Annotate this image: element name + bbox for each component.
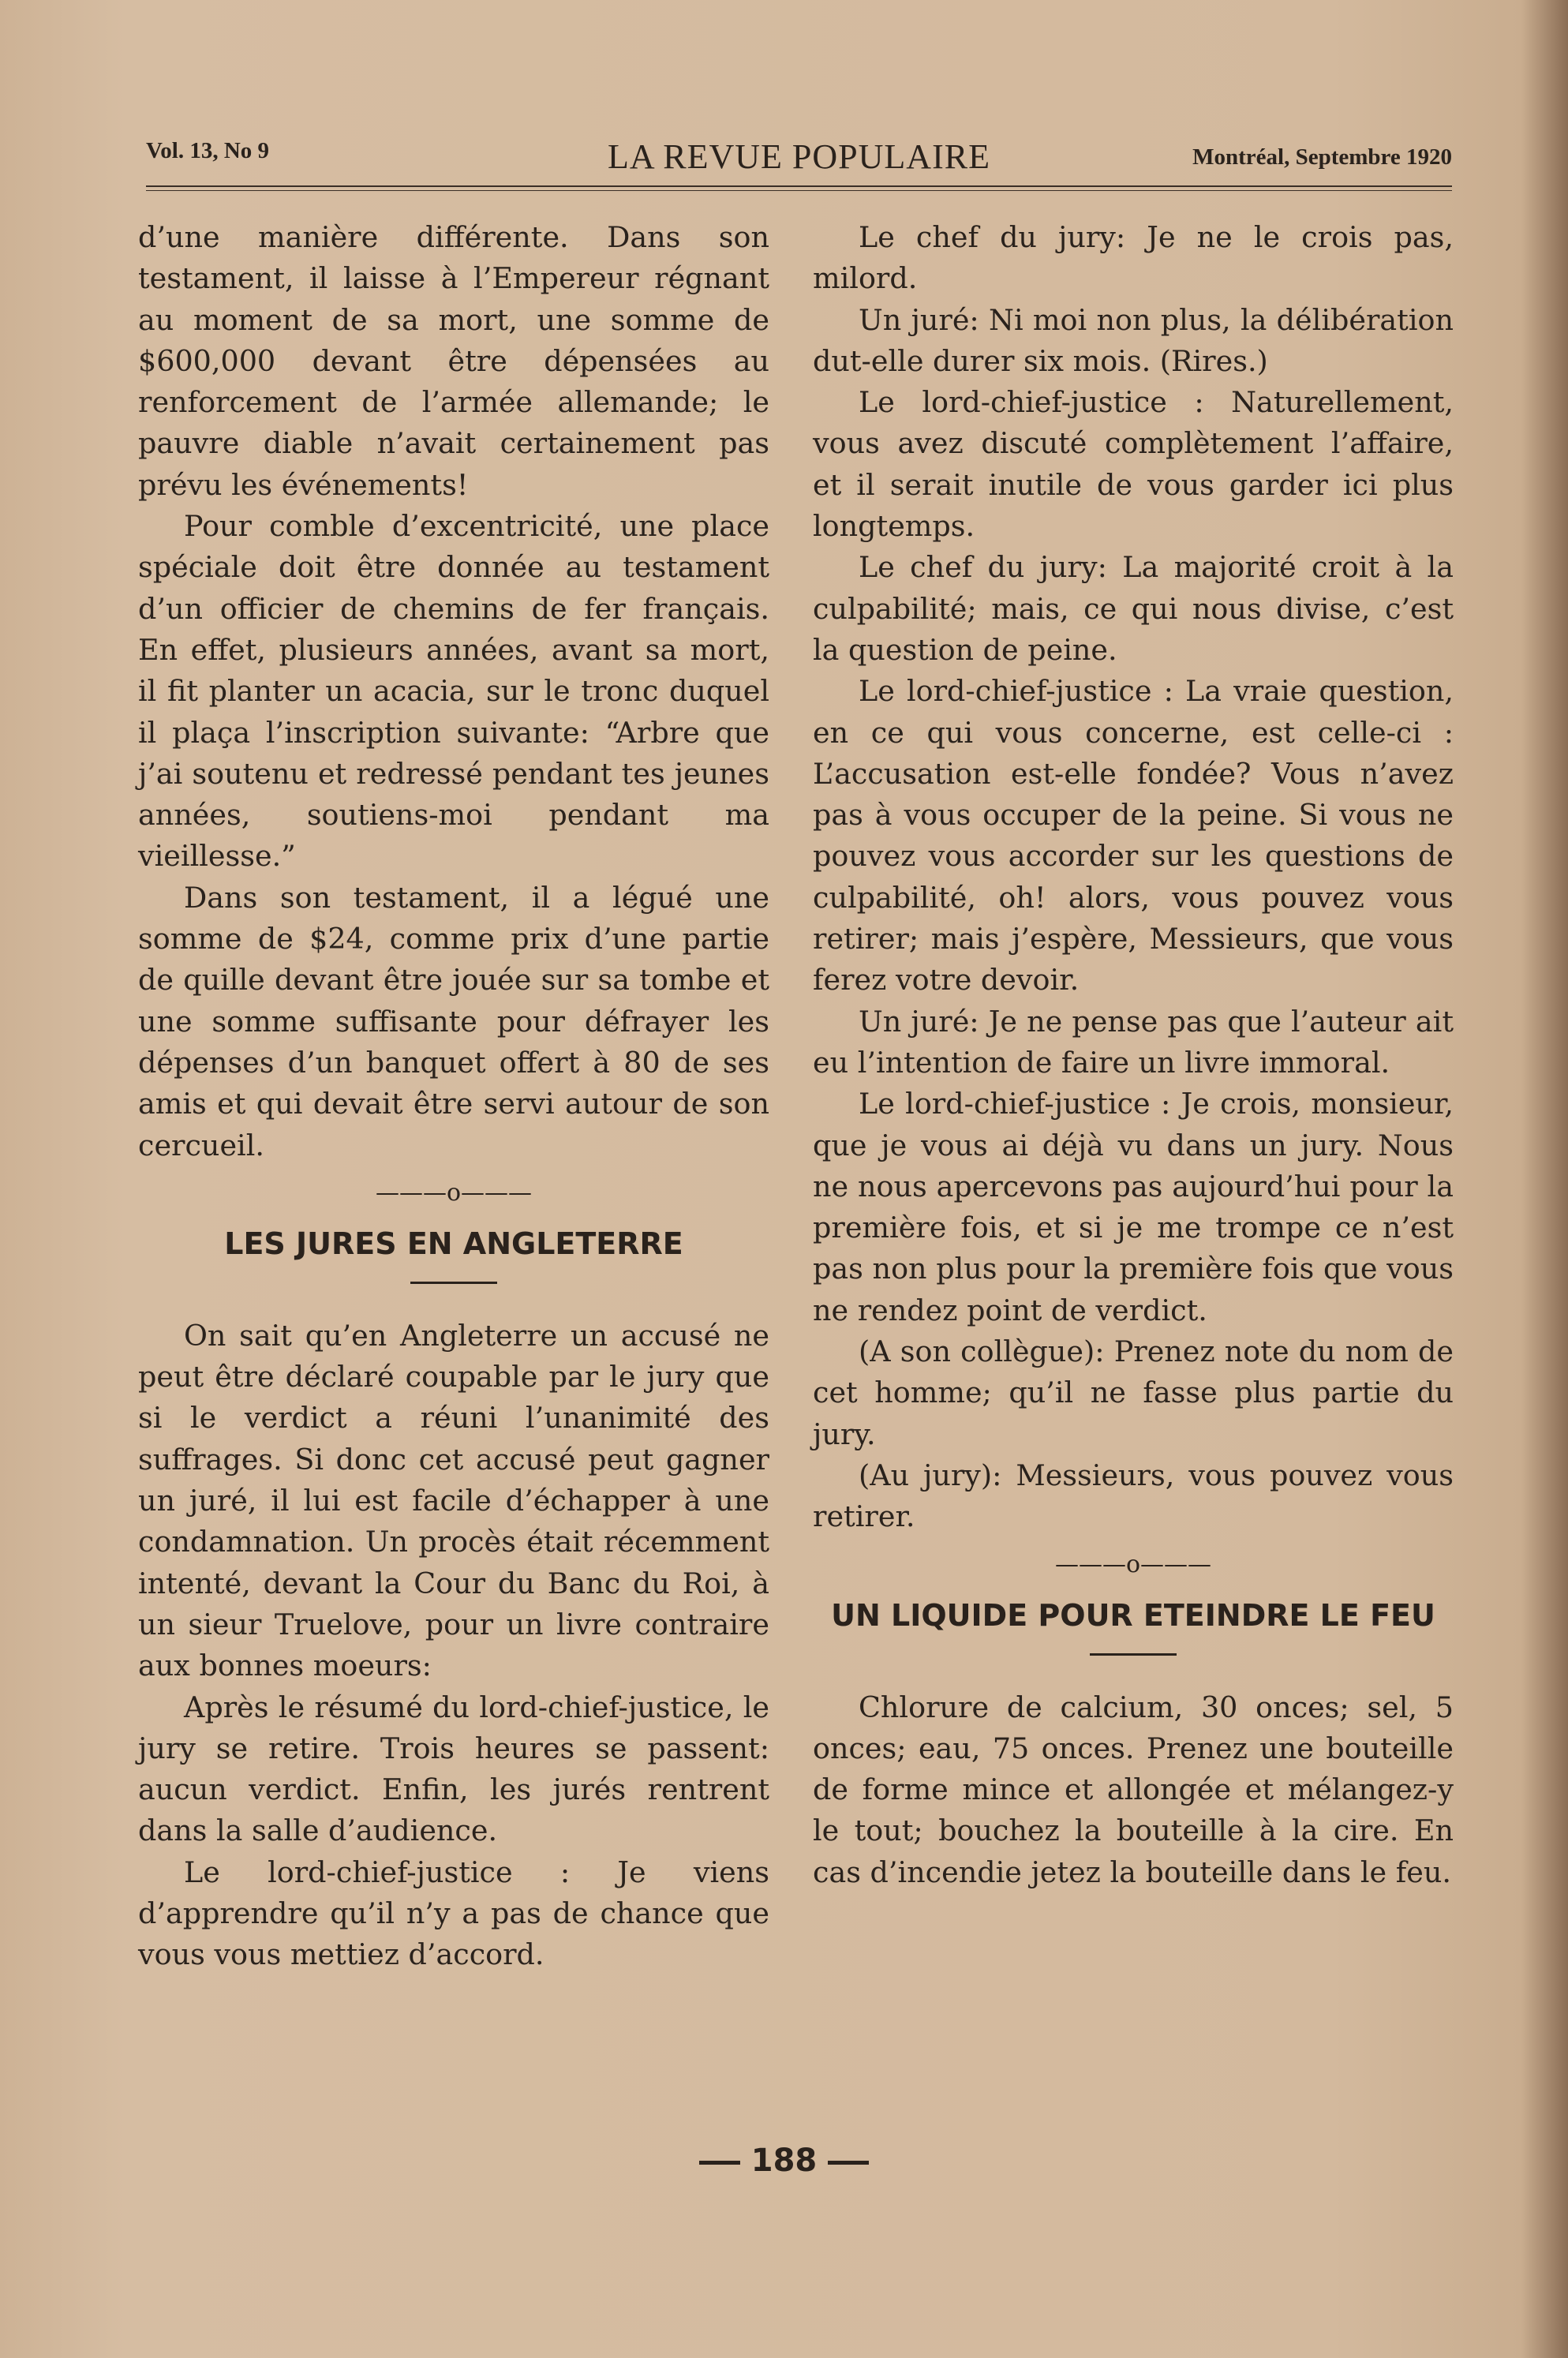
paragraph: Un juré: Ni moi non plus, la délibération dut-elle durer six mois. (Rires.) [813, 302, 1454, 378]
paragraph: d’une manière différente. Dans son testament, il laisse à l’Empereur régnant au moment de sa mort, une somme de $600,000 devant être dépensées au renforcement de l’armée allemande; le pauvre diable n’avait certainement pas prévu les événements! [138, 220, 769, 502]
paragraph: Après le résumé du lord-chief-justice, le jury se retire. Trois heures se passent: aucun verdict. Enfin, les jurés rentrent dans la salle d’audience. [138, 1690, 769, 1848]
article-heading: LES JURES EN ANGLETERRE [224, 1226, 683, 1261]
dash-left [699, 2161, 740, 2165]
section-separator: ———o——— [1054, 1550, 1212, 1578]
paragraph: Le lord-chief-justice : La vraie question, en ce qui vous concerne, est celle-ci : L’accusation est-elle fondée? Vous n’avez pas à vous occuper de la peine. Si vous ne pouvez vous accorder sur les questions de culpabilité, oh! alors, vous pouvez vous retirer; mais j’espère, Messieurs, que vous ferez votre devoir. [813, 674, 1454, 997]
paragraph: (Au jury): Messieurs, vous pouvez vous retirer. [813, 1458, 1454, 1534]
paragraph: On sait qu’en Angleterre un accusé ne peut être déclaré coupable par le jury que si le verdict a réuni l’unanimité des suffrages. Si donc cet accusé peut gagner un juré, il lui est facile d’échapper à une condamnation. Un procès était récemment intenté, devant la Cour du Banc du Roi, à un sieur Truelove, pour un livre contraire aux bonnes moeurs: [138, 1318, 769, 1683]
paragraph: Dans son testament, il a légué une somme de $24, comme prix d’une partie de quille devant être jouée sur sa tombe et une somme suffisante pour défrayer les dépenses d’un banquet offert à 80 de ses amis et qui devait être servi autour de son cercueil. [138, 880, 769, 1162]
publication-title: LA REVUE POPULAIRE [608, 137, 990, 176]
page-number-text: 188 [750, 2143, 818, 2179]
right-column [813, 217, 1454, 1893]
section-separator: ———o——— [375, 1178, 533, 1207]
heading-rule [1090, 1653, 1177, 1656]
paragraph: Le chef du jury: Je ne le crois pas, milord. [813, 220, 1454, 296]
paragraph: Le lord-chief-justice : Je viens d’apprendre qu’il n’y a pas de chance que vous vous mettiez d’accord. [138, 1855, 769, 1972]
dash-right [828, 2161, 869, 2165]
paragraph: Le chef du jury: La majorité croit à la culpabilité; mais, ce qui nous divise, c’est la question de peine. [813, 550, 1454, 667]
paragraph: Chlorure de calcium, 30 onces; sel, 5 onces; eau, 75 onces. Prenez une bouteille de forme mince et allongée et mélangez-y le tout; bouchez la bouteille à la cire. En cas d’incendie jetez la bouteille dans le feu. [813, 1690, 1454, 1889]
paragraph: (A son collègue): Prenez note du nom de cet homme; qu’il ne fasse plus partie du jury. [813, 1334, 1454, 1451]
page-number [0, 2143, 1568, 2179]
paragraph: Un juré: Je ne pense pas que l’auteur ait eu l’intention de faire un livre immoral. [813, 1004, 1454, 1080]
heading-rule [410, 1282, 497, 1284]
volume-number: Vol. 13, No 9 [146, 138, 270, 163]
issue-place-date: Montréal, Septembre 1920 [1192, 144, 1452, 170]
header-rule [146, 185, 1452, 191]
paragraph: Pour comble d’excentricité, une place spéciale doit être donnée au testament d’un officier de chemins de fer français. En effet, plusieurs années, avant sa mort, il fit planter un acacia, sur le tronc duquel il plaça l’inscription suivante: “Arbre que j’ai soutenu et redressé pendant tes jeunes années, soutiens-moi pendant ma vieillesse.” [138, 509, 769, 874]
running-header [146, 130, 1452, 193]
paragraph: Le lord-chief-justice : Naturellement, vous avez discuté complètement l’affaire, et il serait inutile de vous garder ici plus longtemps. [813, 385, 1454, 544]
paragraph: Le lord-chief-justice : Je crois, monsieur, que je vous ai déjà vu dans un jury. Nous ne nous apercevons pas aujourd’hui pour la première fois, et si je me trompe ce n’est pas non plus pour la première fois que vous ne rendez point de verdict. [813, 1087, 1454, 1327]
left-column [138, 217, 769, 1976]
article-heading: UN LIQUIDE POUR ETEINDRE LE FEU [831, 1597, 1435, 1633]
